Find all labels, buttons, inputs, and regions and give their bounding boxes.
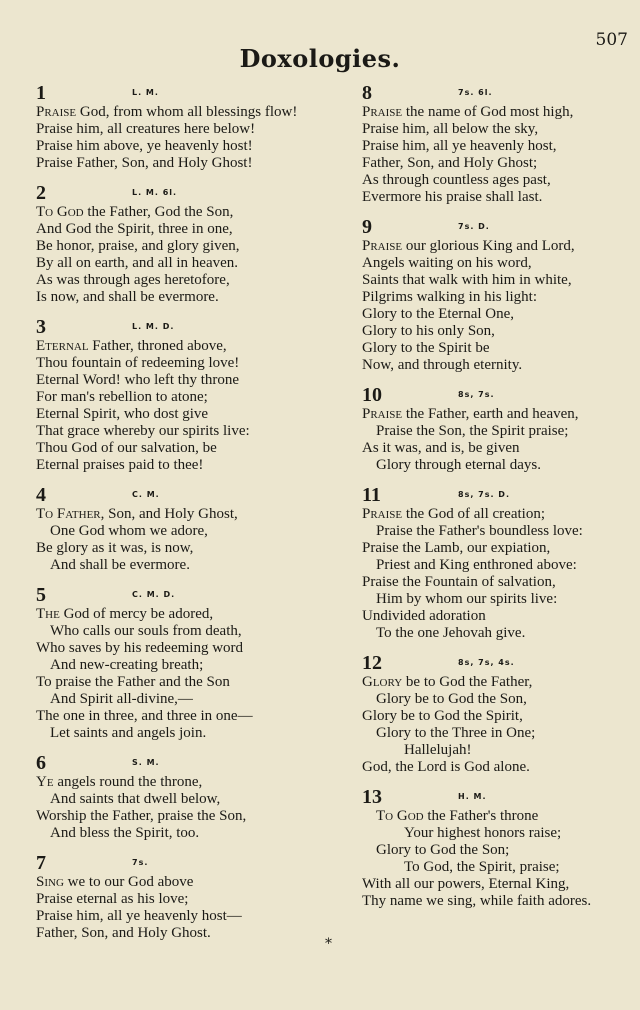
verse-line [362, 172, 632, 189]
verse-text: Glory to God the Son; [376, 842, 510, 858]
hymn-meter: 7s. 6l. [458, 88, 493, 97]
verse-text: Saints that walk with him in white, [362, 272, 572, 288]
verse-lead-word: The [36, 606, 60, 622]
hymn-1 [36, 82, 332, 172]
hymn-meter: H. M. [458, 792, 487, 801]
verse-text: Thou God of our salvation, be [36, 440, 217, 456]
hymn-header [36, 484, 332, 506]
hymn-header [36, 316, 332, 338]
verse-line [362, 591, 632, 608]
page-number: 507 [595, 30, 628, 50]
verse-line [362, 691, 632, 708]
verse-text: Glory be to God the Son, [376, 691, 527, 707]
hymn-number: 1 [36, 82, 46, 104]
hymn-number: 11 [362, 484, 381, 506]
verse-text: Father, Son, and Holy Ghost; [362, 155, 538, 171]
hymn-3 [36, 316, 332, 474]
hymn-4 [36, 484, 332, 574]
hymn-number: 7 [36, 852, 46, 874]
hymn-header [36, 182, 332, 204]
verse-text: Praise him, all below the sky, [362, 121, 539, 137]
verse-text: And God the Spirit, three in one, [36, 221, 233, 237]
verse-lead-word: Sing [36, 874, 64, 890]
verse-lead-word: Ye [36, 774, 54, 790]
verse-line [362, 708, 632, 725]
hymn-header [362, 786, 632, 808]
verse-line [36, 674, 332, 691]
verse-text: And new-creating breath; [50, 657, 204, 673]
verse-lead-word: Praise [362, 506, 403, 522]
verse-line [36, 925, 332, 942]
verse-text: And bless the Spirit, too. [50, 825, 200, 841]
hymn-number: 12 [362, 652, 382, 674]
verse-line [36, 457, 332, 474]
verse-line [362, 674, 632, 691]
verse-text: Glory to his only Son, [362, 323, 495, 339]
verse-line [36, 121, 332, 138]
verse-text: Be honor, praise, and glory given, [36, 238, 240, 254]
hymn-header [36, 584, 332, 606]
verse-text: As was through ages heretofore, [36, 272, 230, 288]
verse-line [36, 874, 332, 891]
verse-text: be to God the Father, [402, 674, 533, 690]
verse-line [362, 876, 632, 893]
verse-text: As it was, and is, be given [362, 440, 520, 456]
verse-line [36, 221, 332, 238]
verse-text: Be glory as it was, is now, [36, 540, 194, 556]
verse-line [362, 859, 632, 876]
verse-line [362, 323, 632, 340]
verse-text: God, the Lord is God alone. [362, 759, 530, 775]
verse-line [362, 625, 632, 642]
verse-text: Praise him above, ye heavenly host! [36, 138, 253, 154]
verse-text: the God of all creation; [402, 506, 545, 522]
verse-text: Who calls our souls from death, [50, 623, 242, 639]
verse-line [36, 640, 332, 657]
hymn-meter: C. M. D. [132, 590, 176, 599]
hymn-number: 9 [362, 216, 372, 238]
verse-text: Glory to the Eternal One, [362, 306, 515, 322]
verse-line [36, 540, 332, 557]
hymn-header [362, 82, 632, 104]
hymn-number: 13 [362, 786, 382, 808]
verse-lead-word: Praise [36, 104, 77, 120]
verse-text: Angels waiting on his word, [362, 255, 532, 271]
hymn-number: 6 [36, 752, 46, 774]
verse-line [36, 338, 332, 355]
verse-lead-word: Glory [362, 674, 403, 690]
verse-text: , Son, and Holy Ghost, [100, 506, 238, 522]
hymn-6 [36, 752, 332, 842]
verse-text: Thou fountain of redeeming love! [36, 355, 240, 371]
verse-line [36, 440, 332, 457]
verse-line [36, 691, 332, 708]
verse-line [362, 423, 632, 440]
hymn-10 [362, 384, 632, 474]
verse-line [36, 825, 332, 842]
hymn-header [362, 484, 632, 506]
hymn-meter: 8s, 7s, 4s. [458, 658, 515, 667]
verse-line [362, 557, 632, 574]
verse-lead-word: Praise [362, 104, 403, 120]
verse-text: Let saints and angels join. [50, 725, 207, 741]
verse-text: The one in three, and three in one— [36, 708, 253, 724]
hymn-meter: C. M. [132, 490, 160, 499]
verse-line [36, 104, 332, 121]
verse-text: Praise eternal as his love; [36, 891, 189, 907]
verse-line [362, 238, 632, 255]
verse-line [362, 357, 632, 374]
verse-line [362, 340, 632, 357]
verse-line [362, 893, 632, 910]
hymn-number: 4 [36, 484, 46, 506]
verse-text: Your highest honors raise; [404, 825, 562, 841]
verse-line [362, 306, 632, 323]
verse-text: Hallelujah! [404, 742, 472, 758]
verse-text: And saints that dwell below, [50, 791, 221, 807]
verse-line [362, 742, 632, 759]
verse-line [36, 774, 332, 791]
verse-line [36, 423, 332, 440]
verse-line [362, 523, 632, 540]
hymn-5 [36, 584, 332, 742]
verse-text: Evermore his praise shall last. [362, 189, 543, 205]
hymn-header [36, 82, 332, 104]
verse-text: Who saves by his redeeming word [36, 640, 244, 656]
verse-line [362, 155, 632, 172]
verse-line [36, 506, 332, 523]
hymn-13 [362, 786, 632, 910]
hymn-meter: S. M. [132, 758, 160, 767]
hymn-header [362, 652, 632, 674]
hymn-meter: L. M. D. [132, 322, 175, 331]
verse-line [36, 255, 332, 272]
verse-text: the Father, earth and heaven, [402, 406, 579, 422]
hymn-number: 10 [362, 384, 382, 406]
verse-text: angels round the throne, [53, 774, 203, 790]
verse-line [362, 540, 632, 557]
hymn-meter: 7s. [132, 858, 149, 867]
verse-text: Glory to the Three in One; [376, 725, 536, 741]
verse-line [36, 891, 332, 908]
verse-line [362, 725, 632, 742]
verse-text: For man's rebellion to atone; [36, 389, 208, 405]
hymn-meter: L. M. 6l. [132, 188, 178, 197]
verse-line [36, 372, 332, 389]
verse-lead-word: To Father [36, 506, 101, 522]
verse-text: the Father, God the Son, [83, 204, 234, 220]
verse-text: Worship the Father, praise the Son, [36, 808, 247, 824]
footer-mark: * [325, 936, 332, 952]
right-column [362, 82, 632, 920]
verse-text: the name of God most high, [402, 104, 574, 120]
verse-text: To the one Jehovah give. [376, 625, 526, 641]
verse-line [36, 606, 332, 623]
hymn-meter: 7s. D. [458, 222, 490, 231]
verse-line [36, 808, 332, 825]
verse-line [362, 121, 632, 138]
hymn-meter: 8s, 7s. D. [458, 490, 510, 499]
verse-line [362, 189, 632, 206]
verse-text: Praise him, all ye heavenly host— [36, 908, 242, 924]
verse-text: Praise him, all ye heavenly host, [362, 138, 557, 154]
verse-text: Priest and King enthroned above: [376, 557, 577, 573]
verse-lead-word: Praise [362, 238, 403, 254]
verse-line [36, 155, 332, 172]
verse-text: our glorious King and Lord, [402, 238, 575, 254]
verse-text: Praise Father, Son, and Holy Ghost! [36, 155, 253, 171]
verse-text: we to our God above [63, 874, 194, 890]
verse-text: God, from whom all blessings flow! [76, 104, 298, 120]
verse-line [362, 255, 632, 272]
verse-text: And shall be evermore. [50, 557, 190, 573]
verse-text: God of mercy be adored, [59, 606, 214, 622]
verse-text: Praise the Lamb, our expiation, [362, 540, 551, 556]
hymn-11 [362, 484, 632, 642]
verse-line [36, 523, 332, 540]
verse-text: Undivided adoration [362, 608, 486, 624]
verse-line [362, 574, 632, 591]
hymn-header [362, 216, 632, 238]
verse-text: One God whom we adore, [50, 523, 208, 539]
hymn-number: 2 [36, 182, 46, 204]
verse-line [36, 908, 332, 925]
hymn-7 [36, 852, 332, 942]
verse-text: Father, throned above, [88, 338, 227, 354]
verse-line [362, 406, 632, 423]
verse-text: That grace whereby our spirits live: [36, 423, 250, 439]
verse-text: As through countless ages past, [362, 172, 551, 188]
verse-lead-word: To God [36, 204, 84, 220]
verse-text: Eternal Spirit, who dost give [36, 406, 209, 422]
verse-line [36, 406, 332, 423]
hymn-number: 8 [362, 82, 372, 104]
verse-line [362, 440, 632, 457]
hymn-9 [362, 216, 632, 374]
verse-line [362, 759, 632, 776]
verse-text: Glory be to God the Spirit, [362, 708, 523, 724]
verse-text: By all on earth, and all in heaven. [36, 255, 239, 271]
verse-text: Father, Son, and Holy Ghost. [36, 925, 211, 941]
hymn-12 [362, 652, 632, 776]
verse-text: Pilgrims walking in his light: [362, 289, 538, 305]
verse-lead-word: Praise [362, 406, 403, 422]
verse-line [362, 808, 632, 825]
left-column [36, 82, 332, 952]
verse-line [362, 138, 632, 155]
verse-text: And Spirit all-divine,— [50, 691, 193, 707]
verse-text: Is now, and shall be evermore. [36, 289, 219, 305]
verse-line [362, 506, 632, 523]
hymn-header [36, 852, 332, 874]
hymn-number: 5 [36, 584, 46, 606]
verse-line [36, 725, 332, 742]
verse-text: Eternal Word! who left thy throne [36, 372, 240, 388]
verse-line [36, 657, 332, 674]
verse-text: Praise the Father's boundless love: [376, 523, 583, 539]
verse-line [36, 389, 332, 406]
verse-text: the Father's throne [423, 808, 539, 824]
verse-text: To God, the Spirit, praise; [404, 859, 560, 875]
verse-line [36, 557, 332, 574]
verse-line [362, 608, 632, 625]
verse-text: Praise the Son, the Spirit praise; [376, 423, 569, 439]
verse-line [36, 272, 332, 289]
verse-line [36, 238, 332, 255]
hymn-8 [362, 82, 632, 206]
verse-line [362, 825, 632, 842]
verse-text: Thy name we sing, while faith adores. [362, 893, 592, 909]
hymn-header [36, 752, 332, 774]
verse-line [362, 457, 632, 474]
verse-text: Him by whom our spirits live: [376, 591, 558, 607]
hymn-header [362, 384, 632, 406]
verse-line [36, 204, 332, 221]
verse-text: With all our powers, Eternal King, [362, 876, 570, 892]
hymn-meter: L. M. [132, 88, 159, 97]
verse-line [36, 791, 332, 808]
verse-text: Glory to the Spirit be [362, 340, 490, 356]
verse-text: Praise him, all creatures here below! [36, 121, 256, 137]
verse-line [362, 289, 632, 306]
verse-line [362, 842, 632, 859]
verse-line [36, 138, 332, 155]
verse-lead-word: Eternal [36, 338, 89, 354]
verse-line [362, 104, 632, 121]
verse-line [36, 623, 332, 640]
hymn-meter: 8s, 7s. [458, 390, 495, 399]
verse-text: Now, and through eternity. [362, 357, 523, 373]
verse-line [36, 355, 332, 372]
verse-line [362, 272, 632, 289]
page-title: Doxologies. [239, 44, 401, 73]
verse-line [36, 289, 332, 306]
verse-text: To praise the Father and the Son [36, 674, 230, 690]
hymn-2 [36, 182, 332, 306]
verse-line [36, 708, 332, 725]
hymn-number: 3 [36, 316, 46, 338]
verse-lead-word: To God [376, 808, 424, 824]
verse-text: Glory through eternal days. [376, 457, 541, 473]
verse-text: Praise the Fountain of salvation, [362, 574, 556, 590]
verse-text: Eternal praises paid to thee! [36, 457, 204, 473]
